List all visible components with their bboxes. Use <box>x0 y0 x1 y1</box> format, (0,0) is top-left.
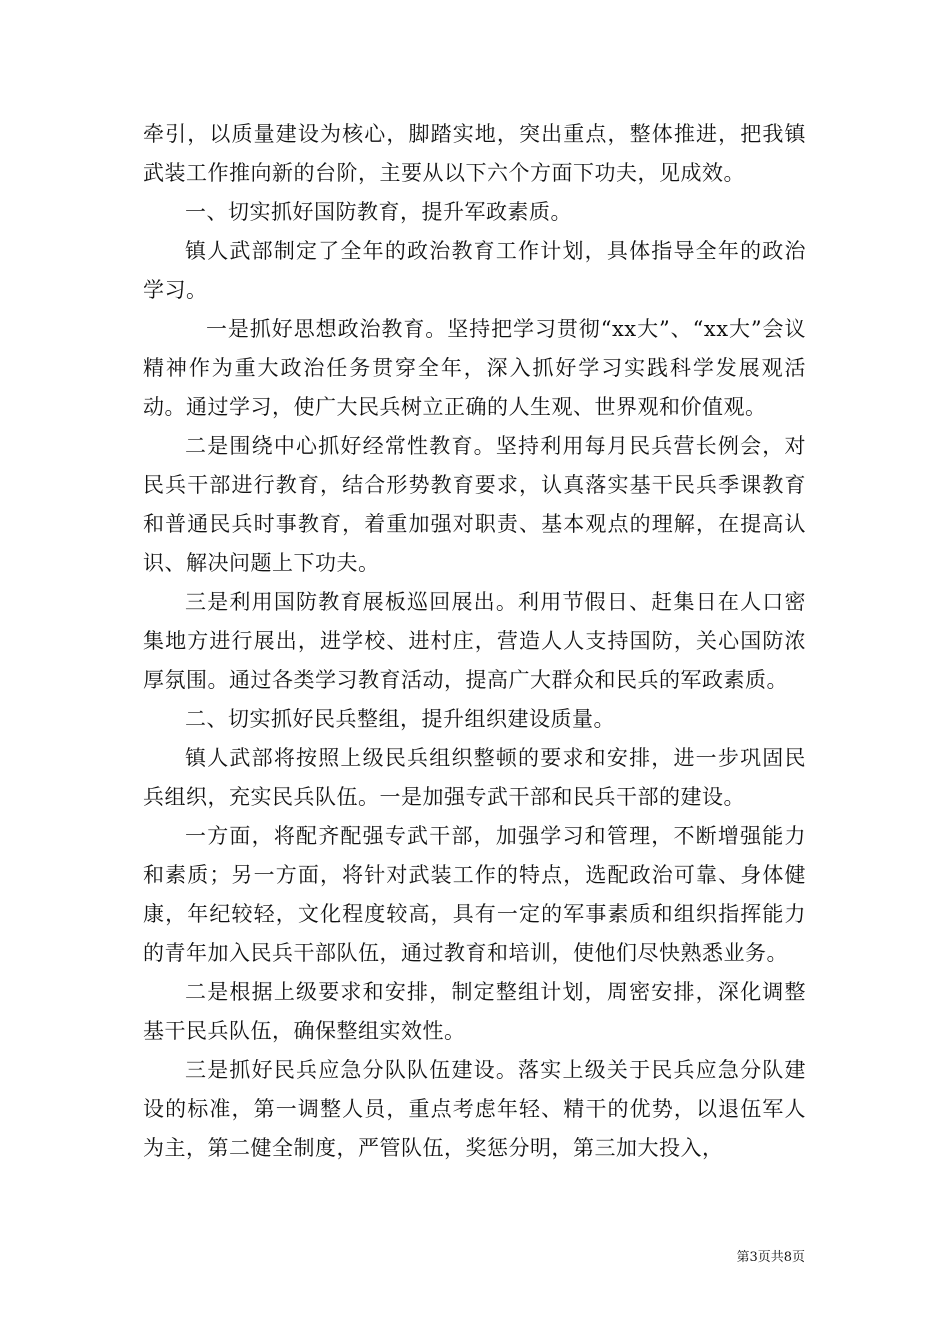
page-number: 第3页共8页 <box>736 1250 805 1265</box>
paragraph: 镇人武部制定了全年的政治教育工作计划，具体指导全年的政治学习。 <box>143 239 806 302</box>
paragraph: 三是抓好民兵应急分队队伍建设。落实上级关于民兵应急分队建设的标准，第一调整人员，重点考虑年轻、精干的优势，以退伍军人为主，第二健全制度，严管队伍，奖惩分明，第三加大投入， <box>143 1058 806 1160</box>
section-heading-2: 二、切实抓好民兵整组，提升组织建设质量。 <box>185 707 615 731</box>
paragraph: 镇人武部将按照上级民兵组织整顿的要求和安排，进一步巩固民兵组织，充实民兵队伍。一是加强专武干部和民兵干部的建设。 <box>143 746 806 809</box>
paragraph: 一是抓好思想政治教育。坚持把学习贯彻“xx大”、“xx大”会议精神作为重大政治任务贯穿全年，深入抓好学习实践科学发展观活动。通过学习，使广大民兵树立正确的人生观、世界观和价值观。 <box>143 317 806 419</box>
paragraph-continuation: 牵引，以质量建设为核心，脚踏实地，突出重点，整体推进，把我镇武装工作推向新的台阶，主要从以下六个方面下功夫，见成效。 <box>143 122 806 185</box>
paragraph: 二是根据上级要求和安排，制定整组计划，周密安排，深化调整基干民兵队伍，确保整组实效性。 <box>143 980 806 1043</box>
paragraph: 一方面，将配齐配强专武干部，加强学习和管理，不断增强能力和素质；另一方面，将针对武装工作的特点，选配政治可靠、身体健康，年纪较轻，文化程度较高，具有一定的军事素质和组织指挥能力的青年加入民兵干部队伍，通过教育和培训，使他们尽快熟悉业务。 <box>143 824 806 965</box>
document-body <box>143 115 806 1168</box>
paragraph: 三是利用国防教育展板巡回展出。利用节假日、赶集日在人口密集地方进行展出，进学校、进村庄，营造人人支持国防，关心国防浓厚氛围。通过各类学习教育活动，提高广大群众和民兵的军政素质。 <box>143 590 806 692</box>
section-heading-1: 一、切实抓好国防教育，提升军政素质。 <box>185 200 572 224</box>
paragraph: 二是围绕中心抓好经常性教育。坚持利用每月民兵营长例会，对民兵干部进行教育，结合形势教育要求，认真落实基干民兵季课教育和普通民兵时事教育，着重加强对职责、基本观点的理解，在提高认识、解决问题上下功夫。 <box>143 434 806 575</box>
